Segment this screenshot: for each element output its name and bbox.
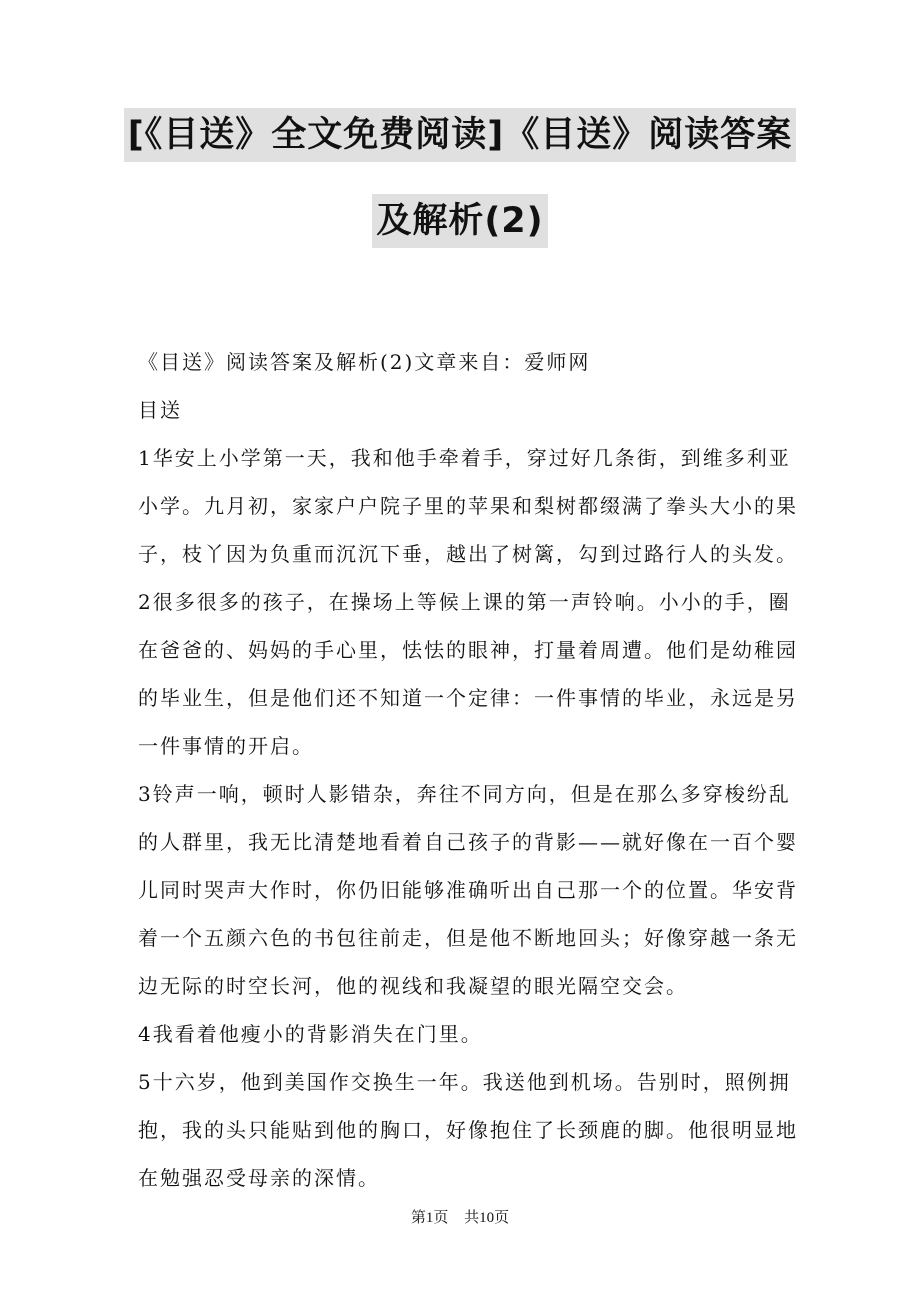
paragraph-line: 5十六岁，他到美国作交换生一年。我送他到机场。告别时，照例拥 (138, 1070, 791, 1094)
paragraph-line: 子，枝丫因为负重而沉沉下垂，越出了树篱，勾到过路行人的头发。 (138, 542, 798, 566)
article-body (138, 338, 798, 1202)
document-title (0, 108, 920, 248)
paragraph-line: 在勉强忍受母亲的深情。 (138, 1166, 380, 1190)
paragraph-line: 儿同时哭声大作时，你仍旧能够准确听出自己那一个的位置。华安背 (138, 878, 798, 902)
paragraph-line: 1华安上小学第一天，我和他手牵着手，穿过好几条街，到维多利亚 (138, 446, 791, 470)
paragraph-line: 抱，我的头只能贴到他的胸口，好像抱住了长颈鹿的脚。他很明显地 (138, 1118, 798, 1142)
page-number: 第1页 (410, 1210, 449, 1226)
page-footer (0, 1206, 920, 1227)
paragraph-line: 4我看着他瘦小的背影消失在门里。 (138, 1022, 483, 1046)
paragraph-line: 的人群里，我无比清楚地看着自己孩子的背影——就好像在一百个婴 (138, 830, 798, 854)
section-heading: 目送 (138, 398, 182, 422)
paragraph-line: 2很多很多的孩子，在操场上等候上课的第一声铃响。小小的手，圈 (138, 590, 791, 614)
title-line-1: [《目送》全文免费阅读]《目送》阅读答案 (124, 108, 797, 162)
paragraph-line: 在爸爸的、妈妈的手心里，怯怯的眼神，打量着周遭。他们是幼稚园 (138, 638, 798, 662)
page-total: 共10页 (464, 1210, 510, 1226)
paragraph-line: 3铃声一响，顿时人影错杂，奔往不同方向，但是在那么多穿梭纷乱 (138, 782, 791, 806)
source-line: 《目送》阅读答案及解析(2)文章来自：爱师网 (138, 350, 591, 374)
paragraph-line: 着一个五颜六色的书包往前走，但是他不断地回头；好像穿越一条无 (138, 926, 798, 950)
paragraph-line: 小学。九月初，家家户户院子里的苹果和梨树都缀满了拳头大小的果 (138, 494, 798, 518)
paragraph-line: 边无际的时空长河，他的视线和我凝望的眼光隔空交会。 (138, 974, 688, 998)
title-line-2: 及解析(2) (372, 194, 547, 248)
paragraph-line: 一件事情的开启。 (138, 734, 314, 758)
paragraph-line: 的毕业生，但是他们还不知道一个定律：一件事情的毕业，永远是另 (138, 686, 798, 710)
